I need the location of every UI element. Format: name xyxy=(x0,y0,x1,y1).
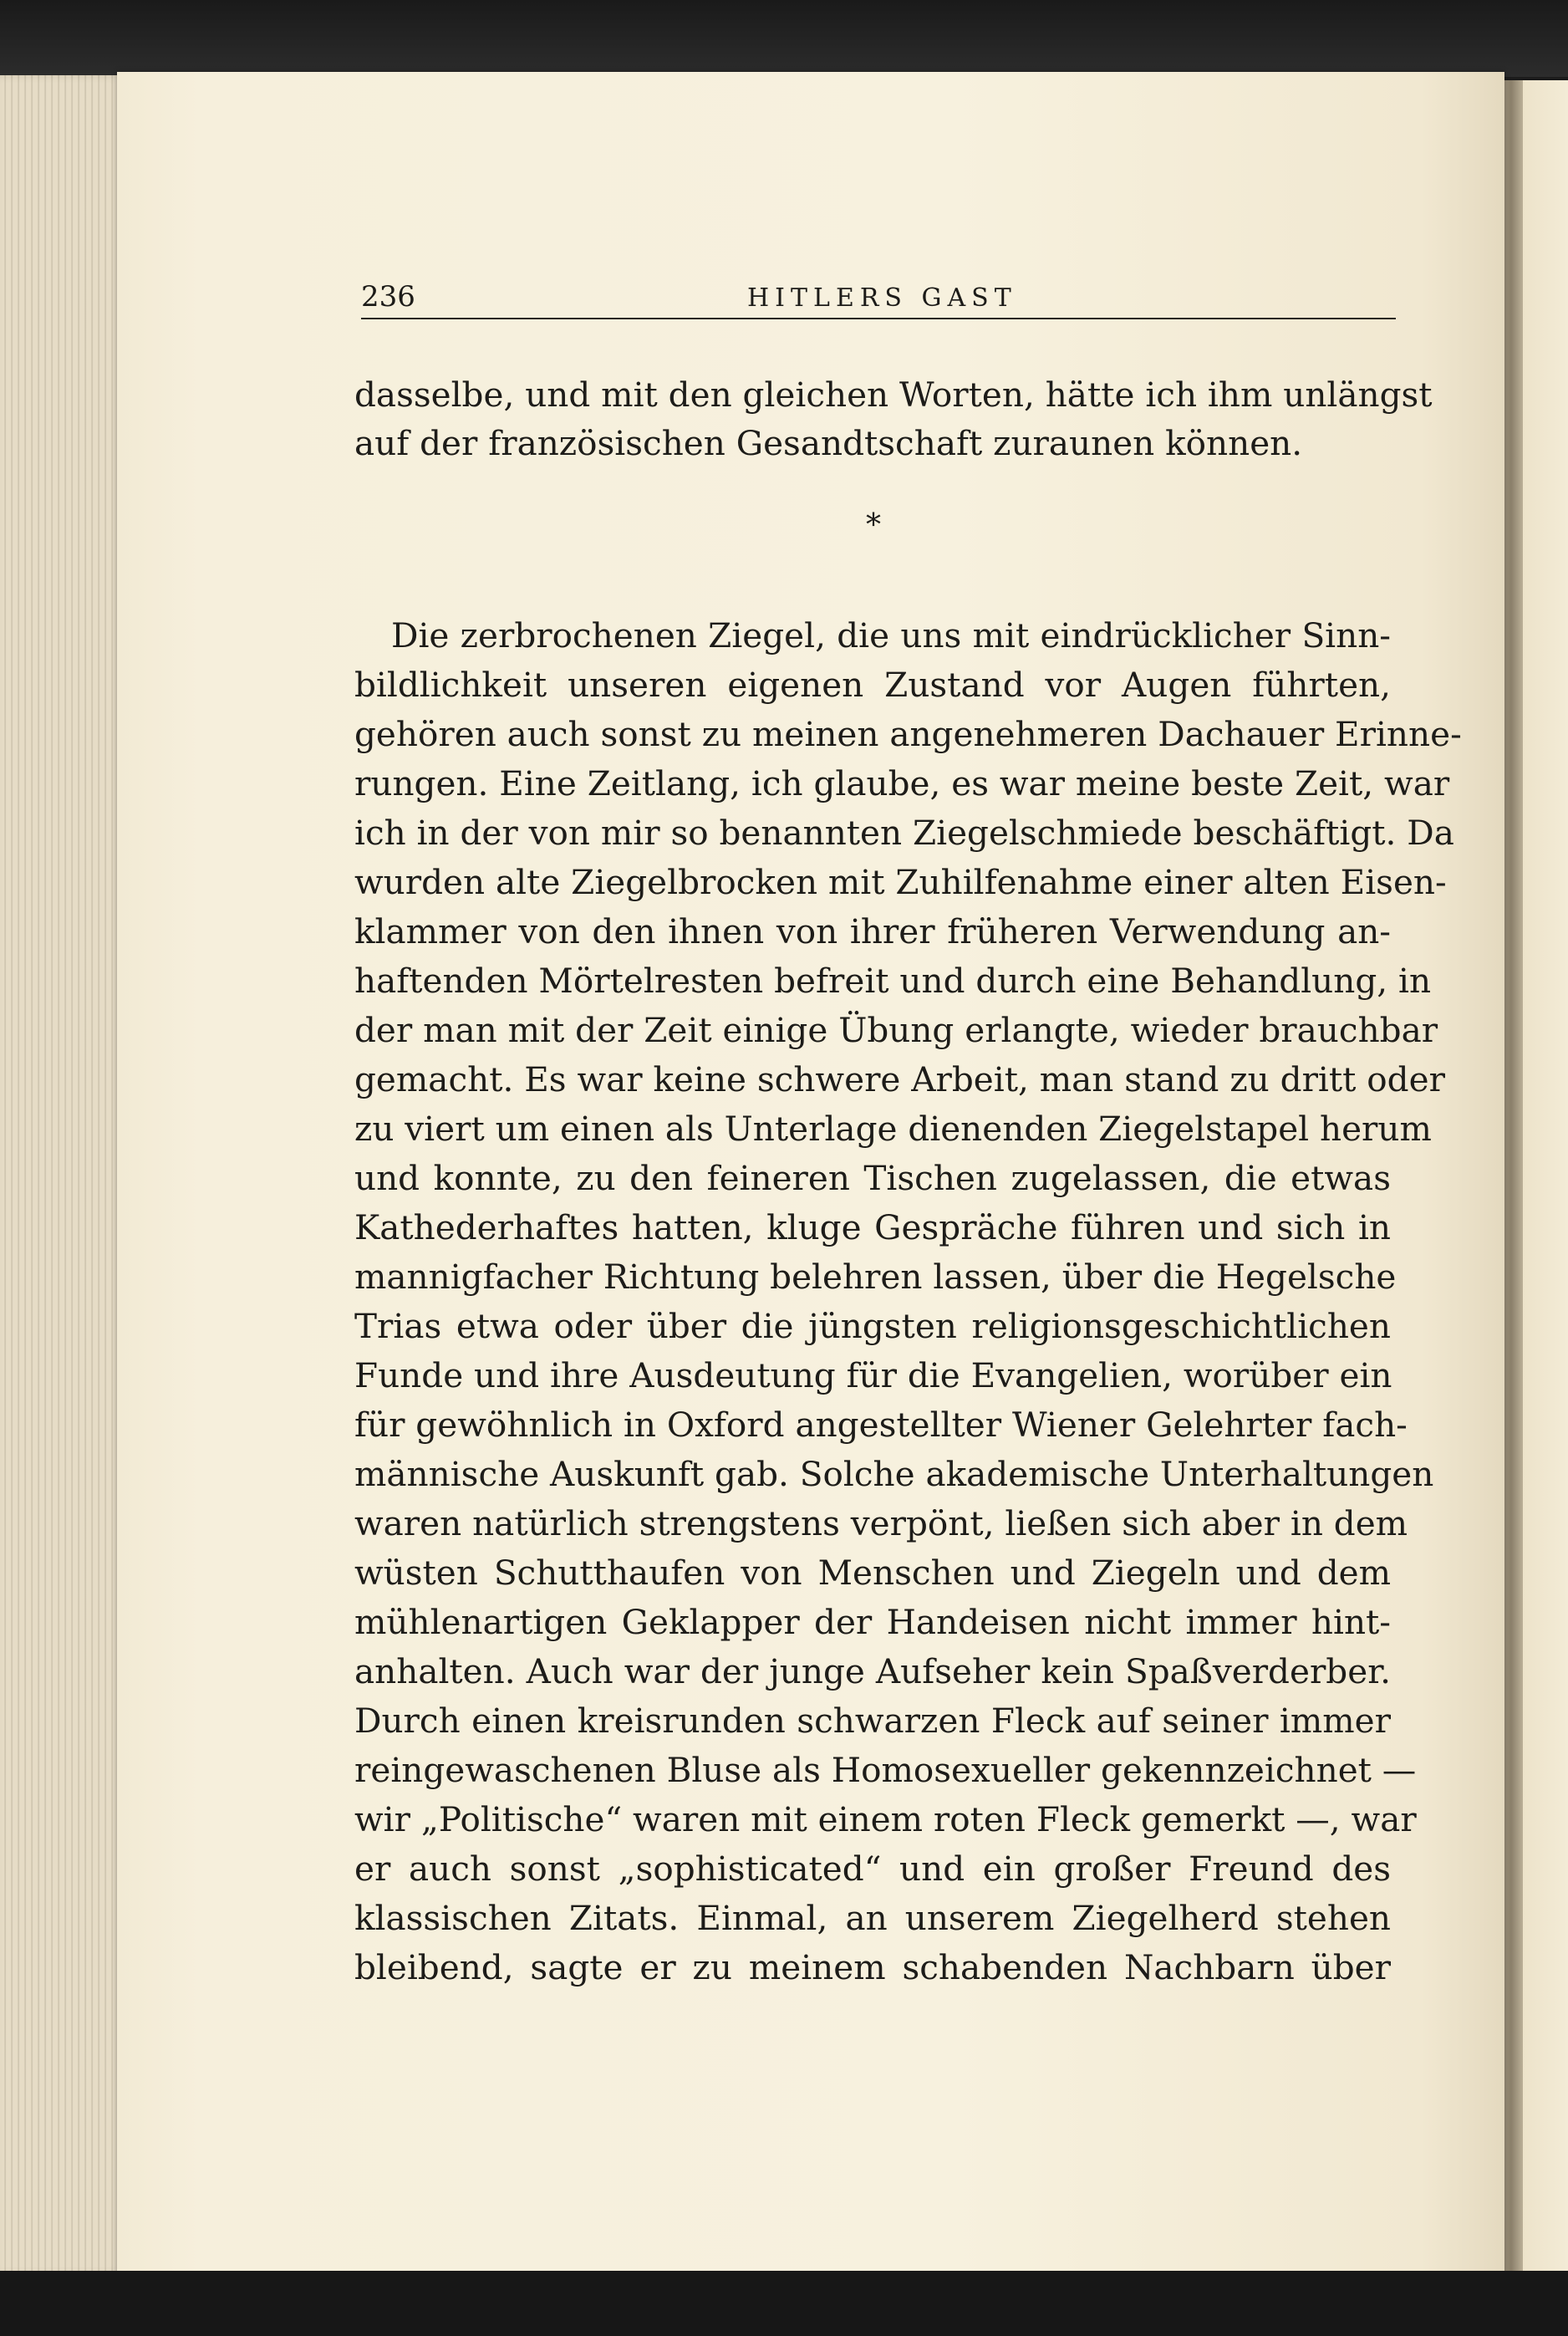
text-line: und konnte, zu den feineren Tischen zugelassen, die etwas xyxy=(354,1158,1391,1198)
text-line: mannigfacher Richtung belehren lassen, über die Hegelsche xyxy=(354,1257,1397,1297)
facing-page-edge xyxy=(1523,80,1568,2271)
text-line: Kathederhaftes hatten, kluge Gespräche führen und sich in xyxy=(354,1207,1391,1247)
book-page-edges xyxy=(0,75,125,2274)
text-line: ich in der von mir so benannten Ziegelschmiede beschäftigt. Da xyxy=(354,813,1454,853)
header-rule xyxy=(361,318,1396,319)
text-line: reingewaschenen Bluse als Homosexueller gekennzeichnet — xyxy=(354,1750,1417,1790)
text-line: rungen. Eine Zeitlang, ich glaube, es war meine beste Zeit, war xyxy=(354,763,1450,803)
text-line: zu viert um einen als Unterlage dienenden Ziegelstapel herum xyxy=(354,1109,1432,1149)
text-line: wüsten Schutthaufen von Menschen und Ziegeln und dem xyxy=(354,1553,1391,1593)
text-line: bildlichkeit unseren eigenen Zustand vor Augen führten, xyxy=(354,665,1391,705)
text-line: bleibend, sagte er zu meinem schabenden Nachbarn über xyxy=(354,1947,1391,1987)
text-line: haftenden Mörtelresten befreit und durch eine Behandlung, in xyxy=(354,961,1432,1001)
running-header xyxy=(361,280,1397,330)
text-line: mühlenartigen Geklapper der Handeisen nicht immer hint- xyxy=(354,1602,1391,1642)
text-line: auf der französischen Gesandtschaft zuraunen können. xyxy=(354,423,1303,463)
text-line: Funde und ihre Ausdeutung für die Evangelien, worüber ein xyxy=(354,1355,1392,1395)
text-line: anhalten. Auch war der junge Aufseher kein Spaßverderber. xyxy=(354,1651,1391,1691)
text-line: männische Auskunft gab. Solche akademische Unterhaltungen xyxy=(354,1454,1434,1494)
running-title: HITLERS GAST xyxy=(747,283,1017,313)
text-line: wurden alte Ziegelbrocken mit Zuhilfenahme einer alten Eisen- xyxy=(354,862,1447,902)
page-number: 236 xyxy=(361,280,415,314)
text-line: Durch einen kreisrunden schwarzen Fleck auf seiner immer xyxy=(354,1701,1391,1741)
scan-bottom-border xyxy=(0,2271,1568,2336)
text-line: klassischen Zitats. Einmal, an unserem Ziegelherd stehen xyxy=(354,1898,1391,1938)
text-line: gehören auch sonst zu meinen angenehmeren Dachauer Erinne- xyxy=(354,714,1462,754)
text-line: Trias etwa oder über die jüngsten religionsgeschichtlichen xyxy=(354,1306,1391,1346)
text-line: klammer von den ihnen von ihrer früheren Verwendung an- xyxy=(354,911,1391,951)
text-line: für gewöhnlich in Oxford angestellter Wiener Gelehrter fach- xyxy=(354,1405,1408,1445)
text-line: der man mit der Zeit einige Übung erlangte, wieder brauchbar xyxy=(354,1010,1438,1050)
scan-top-border xyxy=(0,0,1568,77)
text-line: gemacht. Es war keine schwere Arbeit, man stand zu dritt oder xyxy=(354,1059,1445,1099)
section-break-asterisk: * xyxy=(866,508,881,543)
text-line: Die zerbrochenen Ziegel, die uns mit eindrücklicher Sinn- xyxy=(391,615,1391,655)
text-line: waren natürlich strengstens verpönt, ließen sich aber in dem xyxy=(354,1503,1408,1543)
text-line: dasselbe, und mit den gleichen Worten, hätte ich ihm unlängst xyxy=(354,375,1433,415)
text-line: wir „Politische“ waren mit einem roten Fleck gemerkt —, war xyxy=(354,1799,1417,1839)
text-line: er auch sonst „sophisticated“ und ein großer Freund des xyxy=(354,1849,1391,1889)
